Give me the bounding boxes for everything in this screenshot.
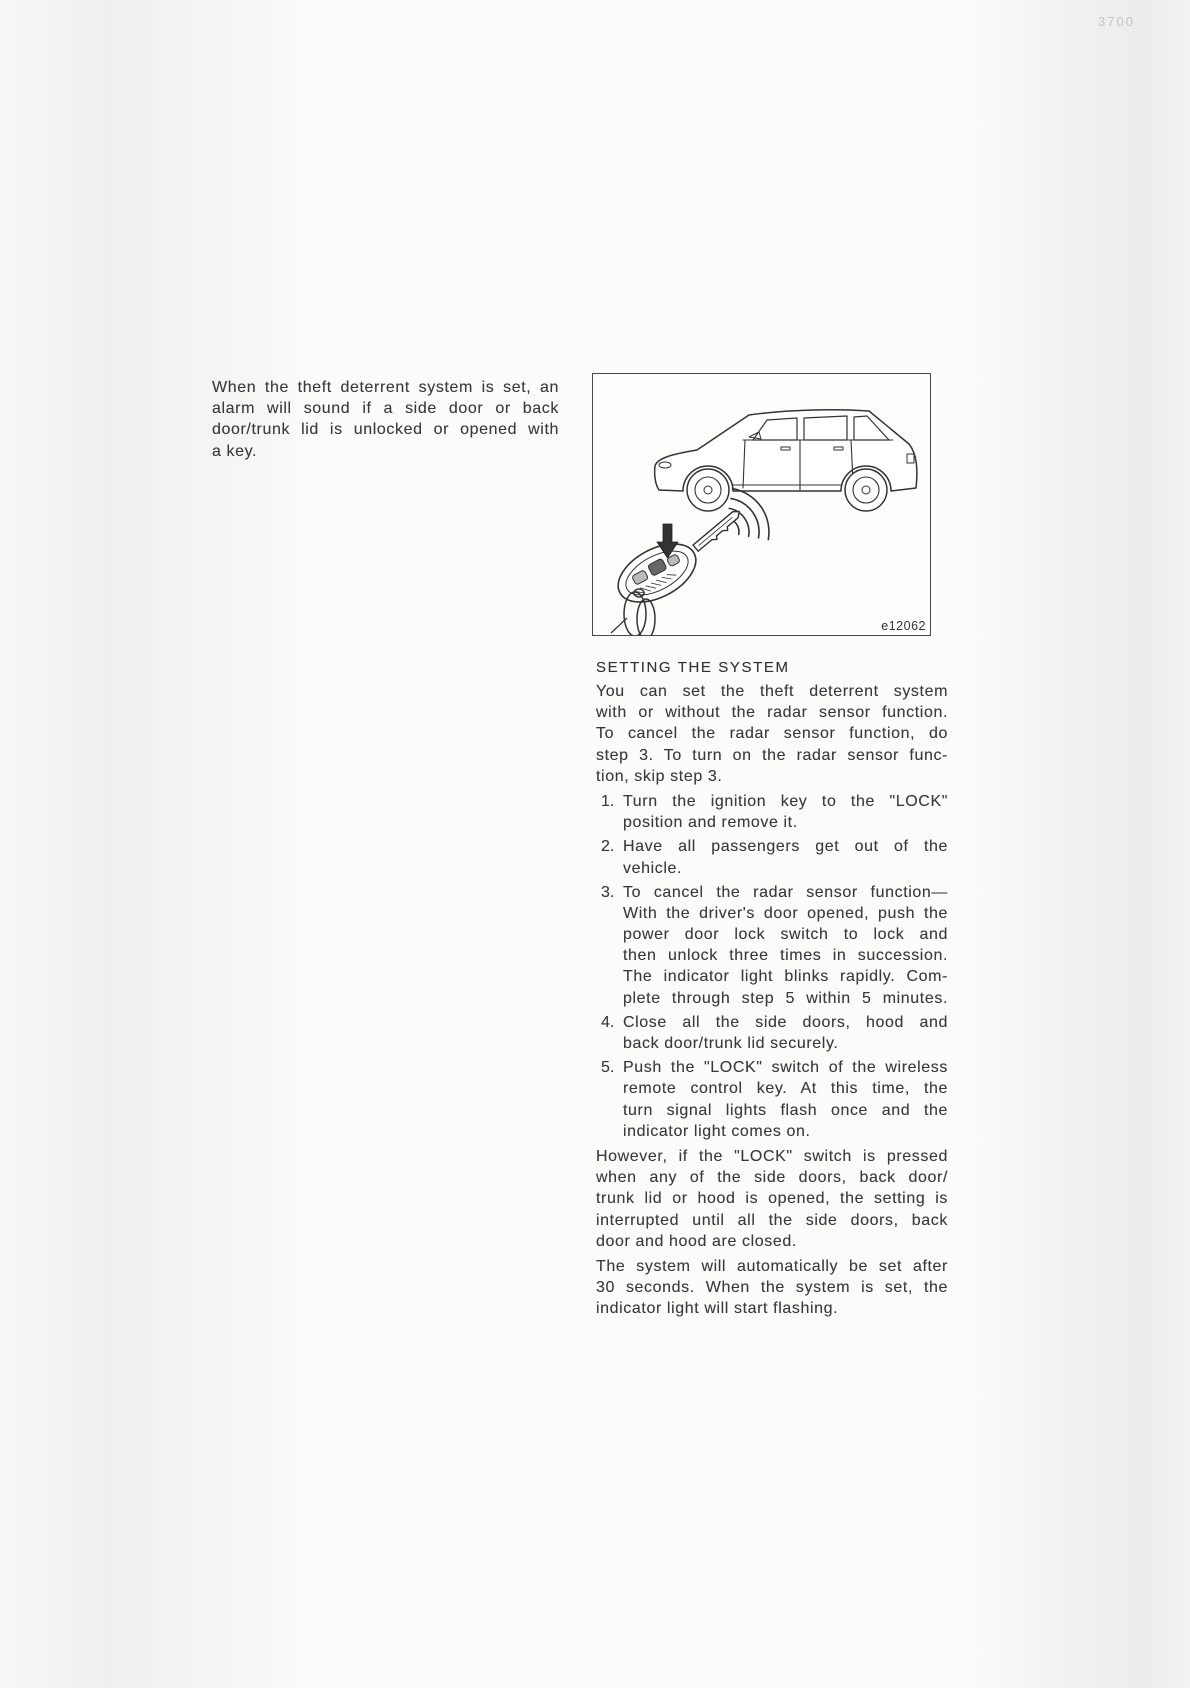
text-line: indicator light will start flashing. — [596, 1300, 839, 1318]
text-line: vehicle. — [623, 859, 683, 877]
text-line: plete through step 5 within 5 minutes. — [623, 989, 948, 1007]
illustration-frame — [592, 373, 931, 636]
intro-line: door/trunk lid is unlocked or opened with — [212, 421, 559, 439]
text-line: Close all the side doors, hood and — [623, 1013, 948, 1031]
step-item — [596, 1057, 948, 1142]
text-line: Turn the ignition key to the "LOCK" — [623, 792, 948, 810]
text-line: Push the "LOCK" switch of the wireless — [623, 1059, 948, 1077]
key-blade-icon — [693, 508, 744, 553]
text-line: 30 seconds. When the system is set, the — [596, 1279, 948, 1297]
text-line: back door/trunk lid securely. — [623, 1035, 839, 1052]
step-item — [596, 882, 948, 1009]
steps-list — [596, 791, 948, 1142]
text-line: tion, skip step 3. — [596, 767, 723, 785]
key-fob-icon — [609, 532, 706, 614]
text-line: position and remove it. — [623, 814, 798, 832]
step-item — [596, 791, 948, 833]
step-text — [623, 836, 948, 878]
step-text — [623, 1012, 948, 1054]
intro-line: a key. — [212, 442, 258, 460]
text-line: However, if the "LOCK" switch is pressed — [596, 1147, 948, 1165]
step-text — [623, 791, 948, 833]
text-line: indicator light comes on. — [623, 1122, 811, 1140]
text-line: then unlock three times in succession. — [623, 947, 948, 965]
step-item — [596, 836, 948, 878]
text-line: with or without the radar sensor function. — [596, 704, 948, 722]
step-item — [596, 1012, 948, 1054]
section-heading: SETTING THE SYSTEM — [596, 659, 790, 676]
step-text — [623, 882, 948, 1009]
intro-line: alarm will sound if a side door or back — [212, 400, 559, 418]
text-line: power door lock switch to lock and — [623, 926, 948, 944]
car-icon — [655, 410, 917, 511]
page-number: 3700 — [1098, 14, 1135, 29]
step-number: 4. — [601, 1013, 615, 1031]
intro-line: When the theft deterrent system is set, an — [212, 379, 559, 396]
text-line: With the driver's door opened, push the — [623, 904, 948, 922]
step-number: 1. — [601, 792, 615, 810]
step-number: 3. — [601, 883, 615, 901]
section-intro-paragraph — [596, 681, 948, 787]
text-line: You can set the theft deterrent system — [596, 683, 948, 700]
text-line: when any of the side doors, back door/ — [596, 1169, 948, 1187]
step-number: 5. — [601, 1059, 615, 1077]
text-line: To cancel the radar sensor function— — [623, 883, 948, 901]
note-paragraph — [596, 1146, 948, 1252]
text-line: To cancel the radar sensor function, do — [596, 725, 948, 743]
intro-paragraph — [212, 377, 559, 462]
text-line: remote control key. At this time, the — [623, 1080, 948, 1098]
setting-the-system-section — [596, 657, 948, 1319]
text-line: door and hood are closed. — [596, 1232, 797, 1250]
car-key-illustration — [593, 374, 930, 635]
text-line: step 3. To turn on the radar sensor func- — [596, 746, 948, 764]
text-line: The indicator light blinks rapidly. Com- — [623, 968, 948, 986]
step-text — [623, 1057, 948, 1142]
closing-paragraph — [596, 1256, 948, 1320]
text-line: Have all passengers get out of the — [623, 838, 948, 856]
text-line: interrupted until all the side doors, back — [596, 1211, 948, 1229]
text-line: turn signal lights flash once and the — [623, 1101, 948, 1119]
text-line: trunk lid or hood is opened, the setting is — [596, 1190, 948, 1208]
figure-label: e12062 — [881, 619, 926, 633]
step-number: 2. — [601, 838, 615, 856]
text-line: The system will automatically be set after — [596, 1257, 948, 1275]
